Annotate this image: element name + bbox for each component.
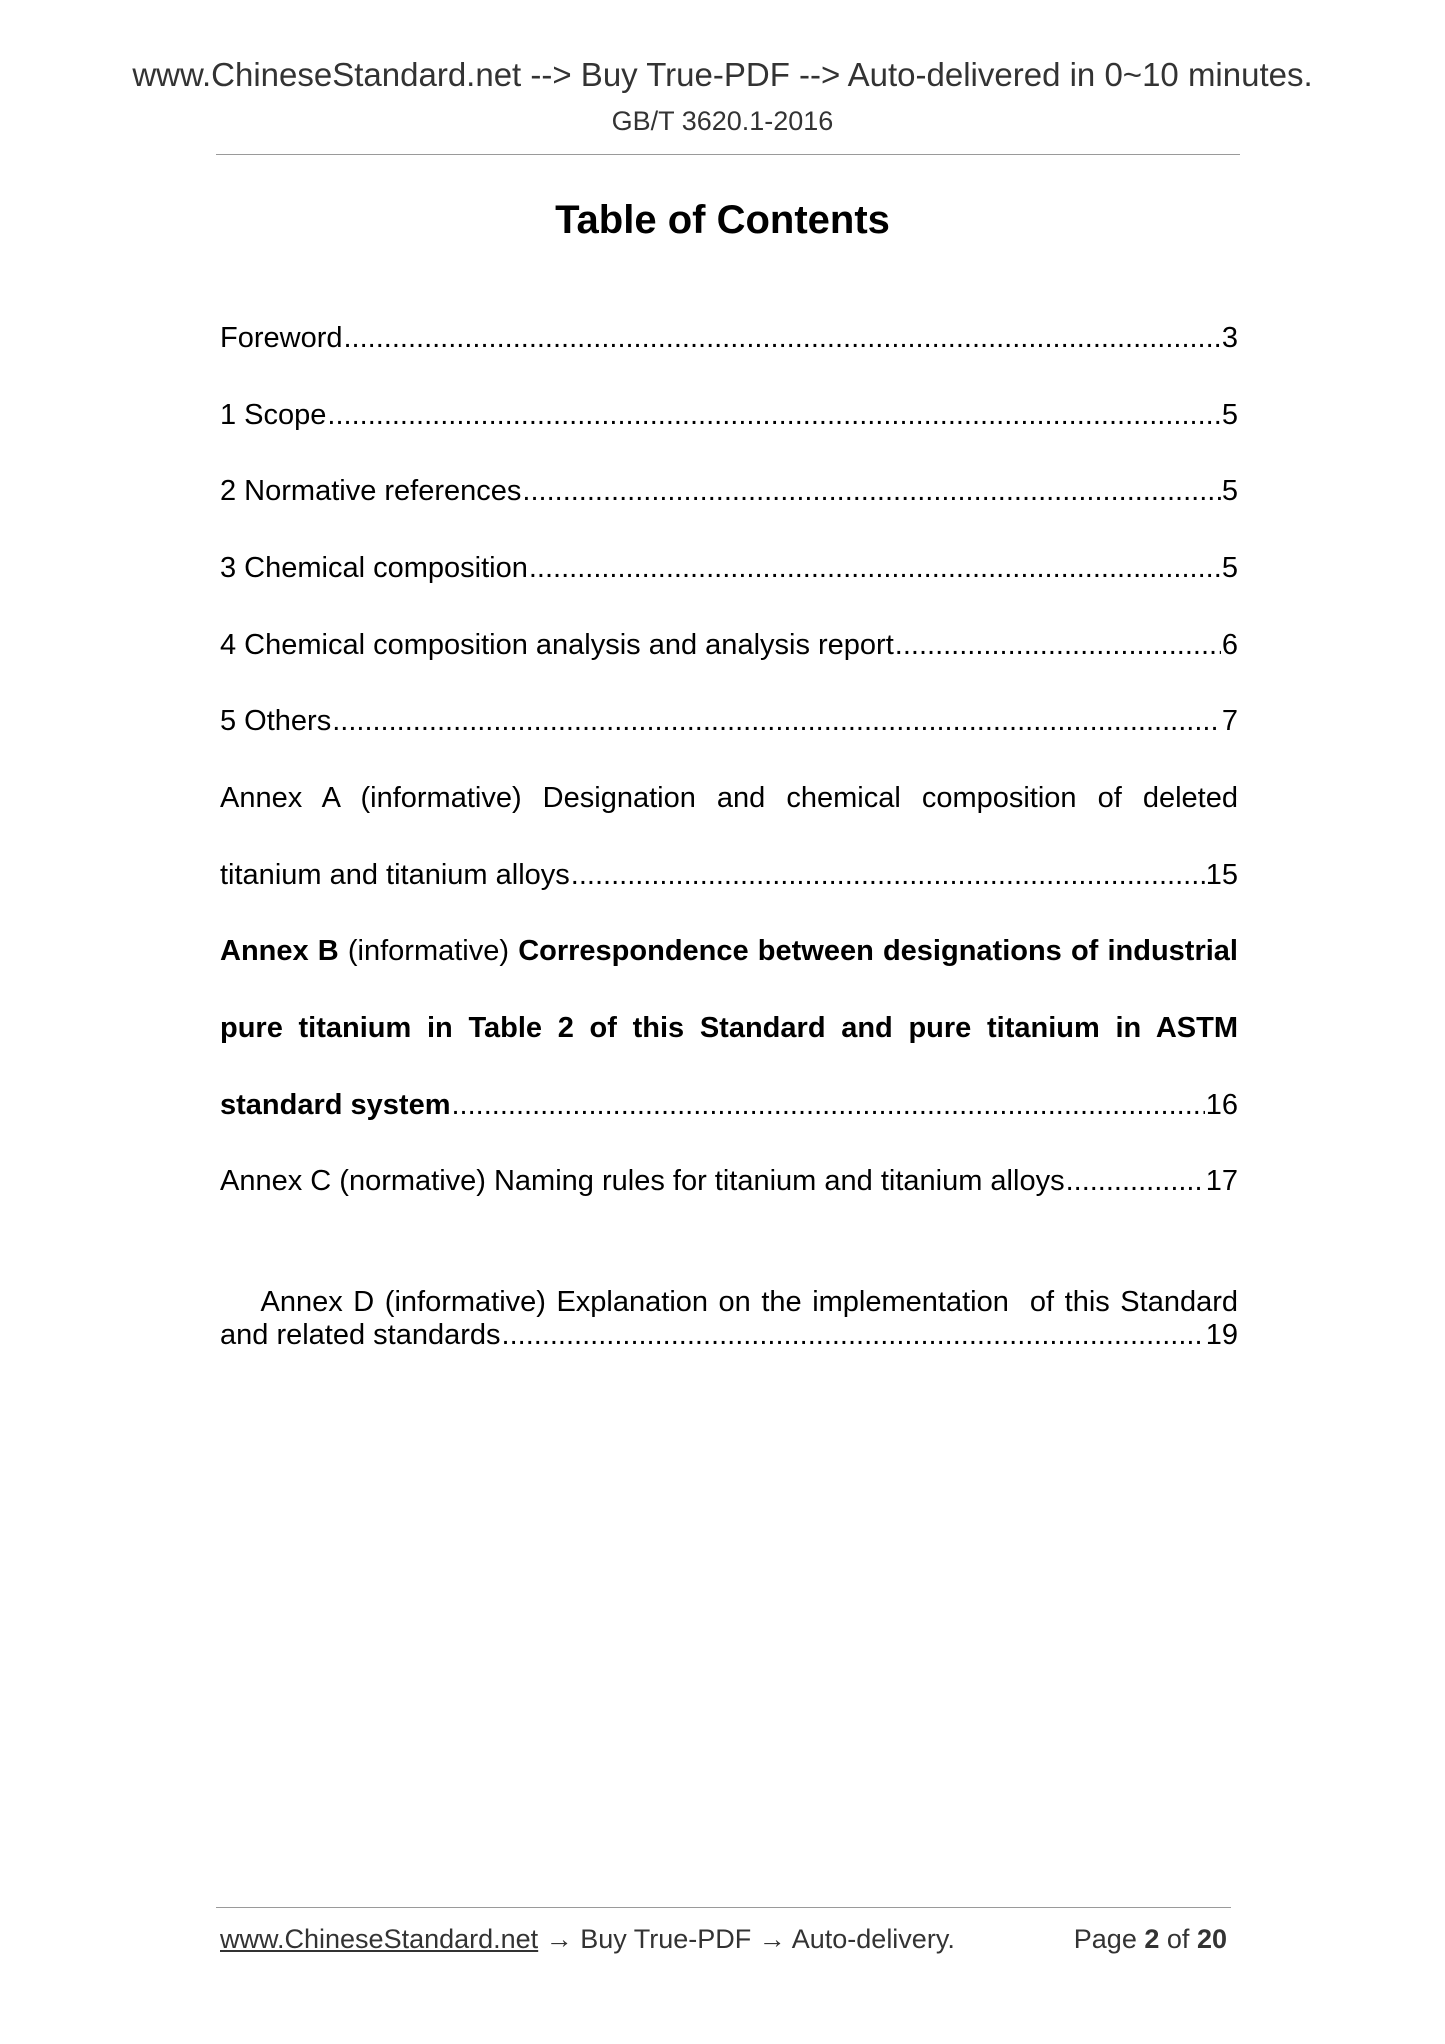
- toc-entry-annex-b-end[interactable]: [220, 1083, 1238, 1127]
- page-title: Table of Contents: [555, 198, 890, 242]
- toc-entry-annex-a[interactable]: [220, 776, 1238, 820]
- toc-entry-chemical-composition[interactable]: [220, 546, 1238, 590]
- toc-entry-label: Annex A (informative) Designation and chemical composition of deleted: [220, 782, 1238, 814]
- annex-b-title-line: standard system: [220, 1089, 451, 1121]
- annex-b-title: Correspondence between designations of industrial: [518, 935, 1238, 967]
- toc-entry-label: 1 Scope: [220, 399, 327, 431]
- toc-entry-label: 2 Normative references: [220, 475, 522, 507]
- dot-leader: [1066, 1159, 1205, 1203]
- toc-entry-annex-b[interactable]: [220, 929, 1238, 973]
- dot-leader: [502, 1313, 1205, 1357]
- toc-entry-others[interactable]: [220, 699, 1238, 743]
- toc-entry-label: 3 Chemical composition: [220, 552, 528, 584]
- header-banner: www.ChineseStandard.net --> Buy True-PDF --> Auto-delivered in 0~10 minutes.: [132, 56, 1313, 93]
- toc-entry-annex-a-continued[interactable]: [220, 853, 1238, 897]
- footer-page-indicator: [1074, 1924, 1227, 1955]
- dot-leader: [332, 699, 1221, 743]
- toc-entry-scope[interactable]: [220, 393, 1238, 437]
- dot-leader: [344, 316, 1221, 360]
- toc-entry-label: Foreword: [220, 322, 343, 354]
- toc-entry-annex-c[interactable]: [220, 1159, 1238, 1203]
- of-label: of: [1166, 1924, 1190, 1954]
- toc-entry-label: titanium and titanium alloys: [220, 859, 570, 891]
- toc-page-number: 15: [1205, 859, 1238, 891]
- dot-leader: [571, 853, 1205, 897]
- dot-leader: [895, 623, 1221, 667]
- dot-leader: [327, 393, 1220, 437]
- toc-page-number: 17: [1205, 1165, 1238, 1197]
- toc-page-number: 6: [1221, 629, 1238, 661]
- toc-entry-annex-d[interactable]: [220, 1236, 1238, 1318]
- annex-b-label: Annex B: [220, 935, 339, 967]
- annex-b-type: (informative): [347, 935, 510, 967]
- total-pages: 20: [1196, 1924, 1227, 1954]
- toc-entry-label: Annex C (normative) Naming rules for titanium and titanium alloys: [220, 1165, 1065, 1197]
- footer-left: [220, 1924, 955, 1955]
- annex-b-title-line: pure titanium in Table 2 of this Standard and pure titanium in ASTM: [220, 1012, 1238, 1044]
- footer-site-link[interactable]: www.ChineseStandard.net: [220, 1924, 539, 1954]
- toc-page-number: 5: [1221, 552, 1238, 584]
- toc-page-number: 3: [1221, 322, 1238, 354]
- toc-entry-label: 4 Chemical composition analysis and analysis report: [220, 629, 894, 661]
- toc-entry-label: Annex D (informative) Explanation on the implementation of this Standard: [260, 1286, 1238, 1318]
- toc-entry-foreword[interactable]: [220, 316, 1238, 360]
- footer-tagline: → Buy True-PDF → Auto-delivery.: [538, 1924, 955, 1954]
- toc-entry-annex-b-continued[interactable]: [220, 1006, 1238, 1050]
- toc-entry-label: 5 Others: [220, 705, 332, 737]
- dot-leader: [529, 546, 1221, 590]
- document-id: GB/T 3620.1-2016: [611, 106, 834, 136]
- toc-entry-normative-references[interactable]: [220, 469, 1238, 513]
- header-divider: [216, 154, 1240, 155]
- footer-divider: [216, 1907, 1231, 1908]
- toc-page-number: 5: [1221, 475, 1238, 507]
- toc-page-number: 7: [1221, 705, 1238, 737]
- toc-page-number: 16: [1205, 1089, 1238, 1121]
- dot-leader: [522, 469, 1220, 513]
- page-label: Page: [1073, 1924, 1137, 1954]
- toc-entry-analysis[interactable]: [220, 623, 1238, 667]
- toc-entry-annex-d-continued[interactable]: [220, 1313, 1238, 1357]
- page-number: 2: [1144, 1924, 1160, 1954]
- toc-page-number: 19: [1205, 1319, 1238, 1351]
- dot-leader: [452, 1083, 1205, 1127]
- toc-entry-label: and related standards: [220, 1319, 501, 1351]
- toc-page-number: 5: [1221, 399, 1238, 431]
